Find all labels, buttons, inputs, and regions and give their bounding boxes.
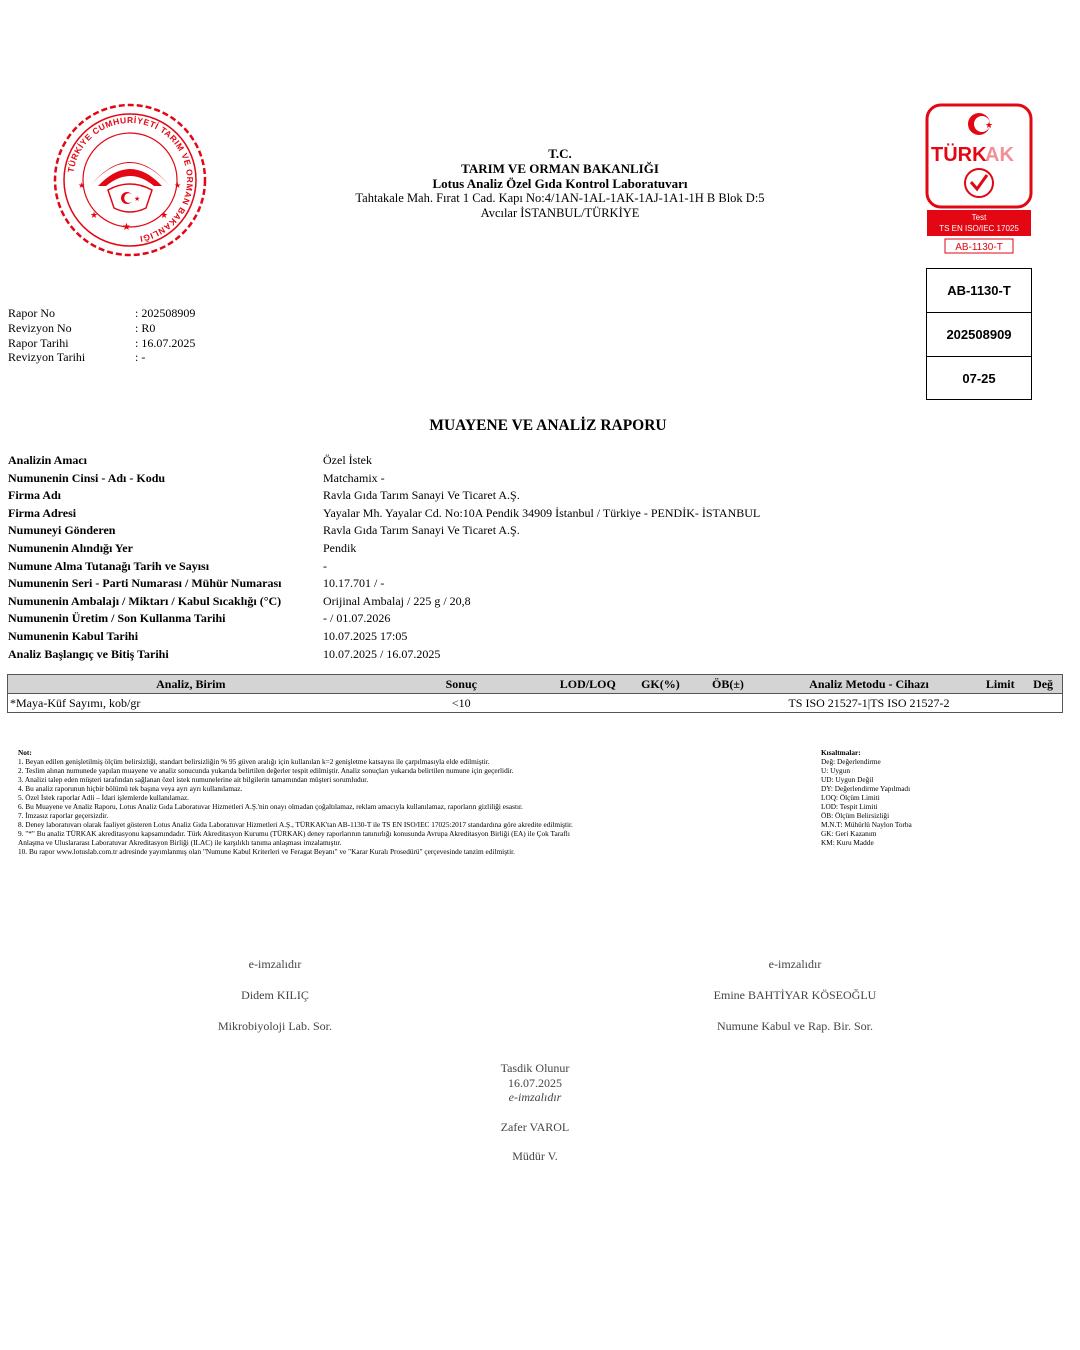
cell-eval (1024, 694, 1062, 713)
signer-role: Mikrobiyoloji Lab. Sor. (218, 1019, 332, 1033)
abbreviation-item: KM: Kuru Madde (821, 838, 874, 847)
info-row: Analiz Başlangıç ve Bitiş Tarihi 10.07.2025 / 16.07.2025 (8, 646, 441, 661)
report-title: MUAYENE VE ANALİZ RAPORU (429, 417, 667, 434)
col-gk: GK(%) (627, 675, 695, 694)
lab-header (300, 146, 820, 221)
note-item: 6. Bu Muayene ve Analiz Raporu, Lotus Analiz Gıda Laboratuvar Hizmetleri A.Ş.'nin onayı olmadan çoğaltılamaz, reklam amacıyla kullanılamaz, raporların gizliliği esastır. (18, 802, 523, 811)
signature-status: e-imzalıdır (768, 957, 822, 971)
report-code-box (926, 268, 1032, 400)
col-lod-loq: LOD/LOQ (549, 675, 627, 694)
info-row: Numunenin Ambalajı / Miktarı / Kabul Sıcaklığı (°C) Orijinal Ambalaj / 225 g / 20,8 (8, 593, 471, 608)
col-limit: Limit (976, 675, 1024, 694)
info-row: Numune Alma Tutanağı Tarih ve Sayısı - (8, 558, 327, 573)
note-item: 3. Analizi talep eden müşteri tarafından sağlanan özel istek numunelerine ait bilgilerin tamamından müşteri sorumludur. (18, 775, 369, 784)
approval-label: Tasdik Olunur (500, 1061, 570, 1075)
note-item: 10. Bu rapor www.lotuslab.com.tr adresinde yayımlanmış olan "Numune Kabul Kriterleri ve Feragat Beyanı" ve "Karar Kuralı Prosedürü" çerçevesinde tanzim edilmiştir. (18, 847, 515, 856)
svg-text:★: ★ (174, 181, 182, 190)
svg-text:★: ★ (160, 210, 169, 220)
abbreviations-heading: Kısaltmalar: (821, 748, 861, 757)
info-row: Numunenin Üretim / Son Kullanma Tarihi - / 01.07.2026 (8, 611, 391, 626)
abbreviation-item: GK: Geri Kazanım (821, 829, 877, 838)
info-row: Numunenin Kabul Tarihi 10.07.2025 17:05 (8, 628, 408, 643)
header-city: Avcılar İSTANBUL/TÜRKİYE (480, 206, 640, 220)
period-code: 07-25 (962, 371, 996, 386)
approval-status: e-imzalıdır (508, 1090, 562, 1104)
signature-status: e-imzalıdır (248, 957, 302, 971)
table-row (8, 694, 1063, 713)
info-row: Firma Adresi Yayalar Mh. Yayalar Cd. No:10A Pendik 34909 İstanbul / Türkiye - PENDİK- İSTANBUL (8, 505, 761, 520)
svg-text:TS EN ISO/IEC 17025: TS EN ISO/IEC 17025 (939, 224, 1019, 233)
note-item: 2. Teslim alınan numunede yapılan muayene ve analiz sonucunda yukarıda belirtilen değerler tespit edilmiştir. Analiz sonuçları yukarıda belirtilen numune için geçerlidir. (18, 766, 514, 775)
info-row: Firma Adı Ravla Gıda Tarım Sanayi Ve Ticaret A.Ş. (8, 488, 520, 503)
cell-lod-loq (549, 694, 627, 713)
note-item: 8. Deney laboratuvarı olarak faaliyet gösteren Lotus Analiz Gıda Laboratuvar Hizmetleri A.Ş., TÜRKAK'tan AB-1130-T ile TS EN ISO/IEC 17025:2017 standardına göre akredite edilmiştir. (18, 820, 573, 829)
report-number-box: 202508909 (927, 313, 1031, 357)
abbreviations-section (821, 748, 1021, 847)
signer-name: Didem KILIÇ (241, 988, 309, 1002)
abbreviation-item: LOD: Tespit Limiti (821, 802, 878, 811)
meta-row: Revizyon Tarihi : - (8, 350, 146, 365)
svg-text:AK: AK (985, 144, 1014, 166)
info-row: Numuneyi Gönderen Ravla Gıda Tarım Sanayi Ve Ticaret A.Ş. (8, 523, 520, 538)
svg-text:★: ★ (90, 210, 99, 220)
results-table (7, 674, 1063, 713)
signature-left (160, 956, 390, 1049)
turkak-logo (925, 103, 1033, 255)
approver-role: Müdür V. (512, 1149, 558, 1163)
cell-ob (694, 694, 761, 713)
abbreviation-item: UD: Uygun Değil (821, 775, 874, 784)
svg-text:AB-1130-T: AB-1130-T (955, 242, 1003, 253)
abbreviation-item: DY: Değerlendirme Yapılmadı (821, 784, 911, 793)
cell-limit (976, 694, 1024, 713)
approval-block (440, 1061, 630, 1164)
svg-text:★: ★ (134, 195, 141, 203)
cell-result: <10 (374, 694, 549, 713)
svg-text:TÜRK: TÜRK (931, 144, 987, 166)
signature-right (660, 956, 930, 1049)
info-row: Numunenin Cinsi - Adı - Kodu Matchamix - (8, 470, 385, 485)
ministry-logo (50, 100, 210, 260)
header-tc: T.C. (548, 146, 572, 161)
meta-row: Revizyon No : R0 (8, 320, 156, 335)
sample-info (8, 452, 760, 663)
signer-name: Emine BAHTİYAR KÖSEOĞLU (713, 988, 877, 1002)
svg-text:★: ★ (985, 120, 994, 130)
info-row: Analizin Amacı Özel İstek (8, 453, 372, 467)
meta-row: Rapor Tarihi : 16.07.2025 (8, 335, 196, 350)
cell-analysis: *Maya-Küf Sayımı, kob/gr (8, 694, 374, 713)
abbreviation-item: M.N.T: Mühürlü Naylon Torba (821, 820, 912, 829)
abbreviation-item: Değ: Değerlendirme (821, 757, 881, 766)
header-ministry: TARIM VE ORMAN BAKANLIĞI (461, 161, 659, 176)
note-item: Anlaşma ve Uluslararası Laboratuvar Akreditasyon Birliği (ILAC) ile karşılıklı tanıma anlaşması imzalamıştır. (18, 838, 342, 847)
info-row: Numunenin Seri - Parti Numarası / Mühür Numarası 10.17.701 / - (8, 576, 385, 591)
header-address: Tahtakale Mah. Fırat 1 Cad. Kapı No:4/1AN-1AL-1AK-1AJ-1A1-1H B Blok D:5 (355, 191, 765, 205)
notes-heading: Not: (18, 748, 32, 757)
note-item: 5. Özel İstek raporlar Adli – İdari işlemlerde kullanılamaz. (18, 793, 190, 802)
meta-row: Rapor No : 202508909 (8, 306, 196, 320)
abbreviation-item: LOQ: Ölçüm Limiti (821, 793, 880, 802)
accreditation-code: AB-1130-T (927, 269, 1031, 313)
col-method: Analiz Metodu - Cihazı (762, 675, 977, 694)
signer-role: Numune Kabul ve Rap. Bir. Sor. (717, 1019, 873, 1033)
info-row: Numunenin Alındığı Yer Pendik (8, 540, 357, 555)
approver-name: Zafer VAROL (500, 1119, 570, 1134)
svg-text:★: ★ (122, 222, 131, 233)
header-lab-name: Lotus Analiz Özel Gıda Kontrol Laboratuvarı (432, 176, 688, 191)
abbreviation-item: U: Uygun (821, 766, 850, 775)
report-meta (8, 306, 195, 365)
col-eval: Değ (1024, 675, 1062, 694)
abbreviation-item: ÖB: Ölçüm Belirsizliği (821, 811, 890, 820)
note-item: 1. Beyan edilen genişletilmiş ölçüm belirsizliği, standart belirsizliğin % 95 güven aralığı için kullanılan k=2 genişletme katsayısı ile çarpılmasıyla elde edilmiştir. (18, 757, 490, 766)
svg-text:TÜRKİYE CUMHURİYETİ TARIM VE O: TÜRKİYE CUMHURİYETİ TARIM VE ORMAN BAKANLIĞI (65, 114, 196, 245)
col-result: Sonuç (374, 675, 549, 694)
svg-text:Test: Test (971, 213, 987, 222)
note-item: 9. "*" Bu analiz TÜRKAK akreditasyonu kapsamındadır. Türk Akreditasyon Kurumu (TÜRKAK) deney raporlarının tanınırlığı konusunda Avrupa Akreditasyon Birliği (EA) ile Çok Taraflı (18, 829, 570, 838)
note-item: 7. İmzasız raporlar geçersizdir. (18, 811, 109, 820)
note-item: 4. Bu analiz raporunun hiçbir bölümü tek başına veya ayrı ayrı kullanılamaz. (18, 784, 243, 793)
results-header-row (8, 675, 1063, 694)
approval-date: 16.07.2025 (508, 1075, 562, 1090)
col-ob: ÖB(±) (694, 675, 761, 694)
col-analysis: Analiz, Birim (8, 675, 374, 694)
notes-section (18, 748, 778, 856)
svg-text:★: ★ (78, 181, 86, 190)
cell-method: TS ISO 21527-1|TS ISO 21527-2 (762, 694, 977, 713)
cell-gk (627, 694, 695, 713)
